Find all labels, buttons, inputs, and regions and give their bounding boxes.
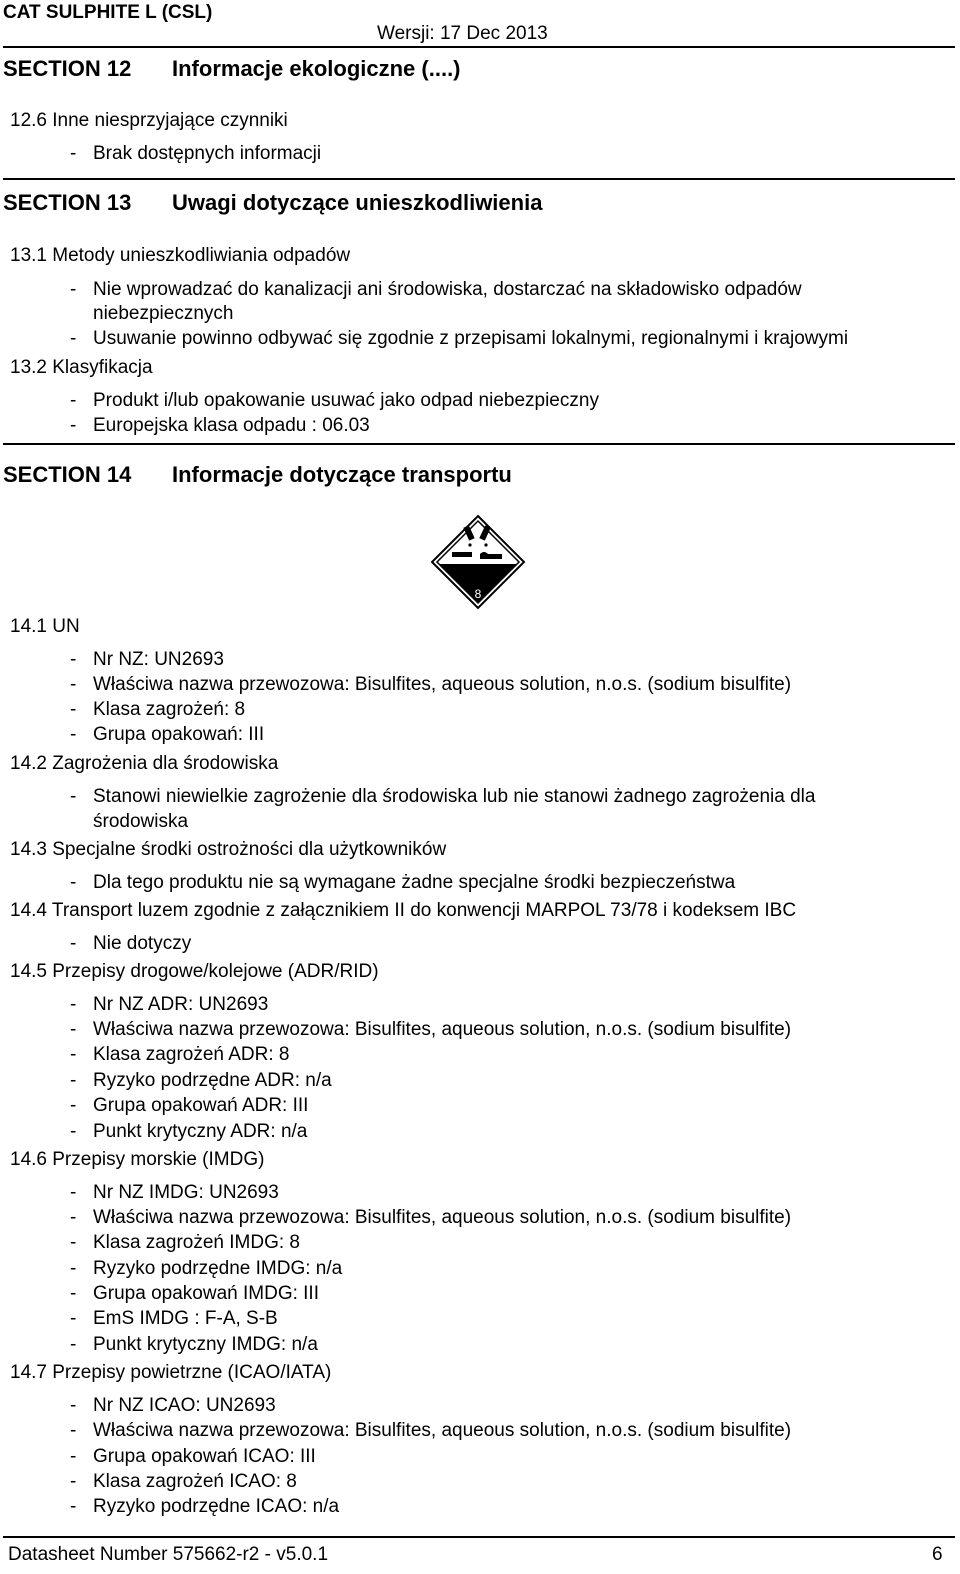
list-item: - Nr NZ IMDG: UN2693 <box>70 1182 279 1203</box>
section-rule <box>3 178 955 180</box>
list-item: - Nr NZ ICAO: UN2693 <box>70 1395 276 1416</box>
list-item: - Grupa opakowań ICAO: III <box>70 1446 316 1467</box>
subsection-14-6: 14.6 Przepisy morskie (IMDG) <box>10 1149 265 1170</box>
list-item: - Nie wprowadzać do kanalizacji ani środowiska, dostarczać na składowisko odpadów <box>70 279 802 300</box>
subsection-14-4: 14.4 Transport luzem zgodnie z załącznikiem II do konwencji MARPOL 73/78 i kodeksem IBC <box>10 900 797 921</box>
section-12-heading <box>3 56 461 82</box>
list-item: - Nr NZ ADR: UN2693 <box>70 994 269 1015</box>
section-14-number: SECTION 14 <box>3 462 132 487</box>
section-13-heading <box>3 190 542 216</box>
list-item: - Ryzyko podrzędne IMDG: n/a <box>70 1258 343 1279</box>
list-item: - Stanowi niewielkie zagrożenie dla środowiska lub nie stanowi żadnego zagrożenia dla <box>70 786 816 807</box>
list-item: - Nr NZ: UN2693 <box>70 649 224 670</box>
list-item: - Usuwanie powinno odbywać się zgodnie z przepisami lokalnymi, regionalnymi i krajowymi <box>70 328 849 349</box>
section-rule <box>3 443 955 445</box>
section-14-heading <box>3 462 512 488</box>
subsection-14-2: 14.2 Zagrożenia dla środowiska <box>10 753 279 774</box>
list-item: - Klasa zagrożeń ICAO: 8 <box>70 1471 297 1492</box>
list-item-continuation: środowiska <box>93 811 189 832</box>
section-12-title: Informacje ekologiczne (....) <box>172 56 461 81</box>
subsection-12-6: 12.6 Inne niesprzyjające czynniki <box>10 110 288 131</box>
document-product-title: CAT SULPHITE L (CSL) <box>3 2 213 23</box>
list-item: - EmS IMDG : F-A, S-B <box>70 1308 278 1329</box>
subsection-14-7: 14.7 Przepisy powietrzne (ICAO/IATA) <box>10 1362 332 1383</box>
footer-rule <box>3 1536 955 1538</box>
section-14-title: Informacje dotyczące transportu <box>172 462 512 487</box>
section-12-number: SECTION 12 <box>3 56 132 81</box>
list-item: - Właściwa nazwa przewozowa: Bisulfites, aqueous solution, n.o.s. (sodium bisulfite) <box>70 1019 792 1040</box>
page-number: 6 <box>932 1544 943 1565</box>
list-item: - Ryzyko podrzędne ICAO: n/a <box>70 1496 340 1517</box>
document-version: Wersji: 17 Dec 2013 <box>377 23 548 44</box>
list-item: - Brak dostępnych informacji <box>70 143 322 164</box>
list-item: - Klasa zagrożeń: 8 <box>70 699 246 720</box>
subsection-14-5: 14.5 Przepisy drogowe/kolejowe (ADR/RID) <box>10 961 379 982</box>
list-item: - Grupa opakowań: III <box>70 724 265 745</box>
section-13-title: Uwagi dotyczące unieszkodliwienia <box>172 190 543 215</box>
subsection-14-3: 14.3 Specjalne środki ostrożności dla użytkowników <box>10 839 447 860</box>
subsection-13-2: 13.2 Klasyfikacja <box>10 357 153 378</box>
header-rule <box>3 46 955 48</box>
list-item: - Klasa zagrożeń ADR: 8 <box>70 1044 290 1065</box>
subsection-13-1: 13.1 Metody unieszkodliwiania odpadów <box>10 245 351 266</box>
list-item: - Dla tego produktu nie są wymagane żadne specjalne środki bezpieczeństwa <box>70 872 736 893</box>
list-item: - Punkt krytyczny ADR: n/a <box>70 1121 308 1142</box>
list-item-continuation: niebezpiecznych <box>93 303 234 324</box>
list-item: - Ryzyko podrzędne ADR: n/a <box>70 1070 332 1091</box>
list-item: - Punkt krytyczny IMDG: n/a <box>70 1334 318 1355</box>
list-item: - Właściwa nazwa przewozowa: Bisulfites, aqueous solution, n.o.s. (sodium bisulfite) <box>70 1207 792 1228</box>
datasheet-number: Datasheet Number 575662-r2 - v5.0.1 <box>8 1544 329 1565</box>
section-13-number: SECTION 13 <box>3 190 132 215</box>
list-item: - Grupa opakowań IMDG: III <box>70 1283 319 1304</box>
list-item: - Właściwa nazwa przewozowa: Bisulfites, aqueous solution, n.o.s. (sodium bisulfite) <box>70 674 792 695</box>
list-item: - Europejska klasa odpadu : 06.03 <box>70 415 370 436</box>
list-item: - Klasa zagrożeń IMDG: 8 <box>70 1232 300 1253</box>
list-item: - Nie dotyczy <box>70 933 192 954</box>
subsection-14-1: 14.1 UN <box>10 616 80 637</box>
list-item: - Grupa opakowań ADR: III <box>70 1095 309 1116</box>
list-item: - Produkt i/lub opakowanie usuwać jako odpad niebezpieczny <box>70 390 599 411</box>
corrosive-hazard-pictogram-icon <box>430 514 526 610</box>
pictogram-class-label: 8 <box>474 587 482 601</box>
list-item: - Właściwa nazwa przewozowa: Bisulfites, aqueous solution, n.o.s. (sodium bisulfite) <box>70 1420 792 1441</box>
